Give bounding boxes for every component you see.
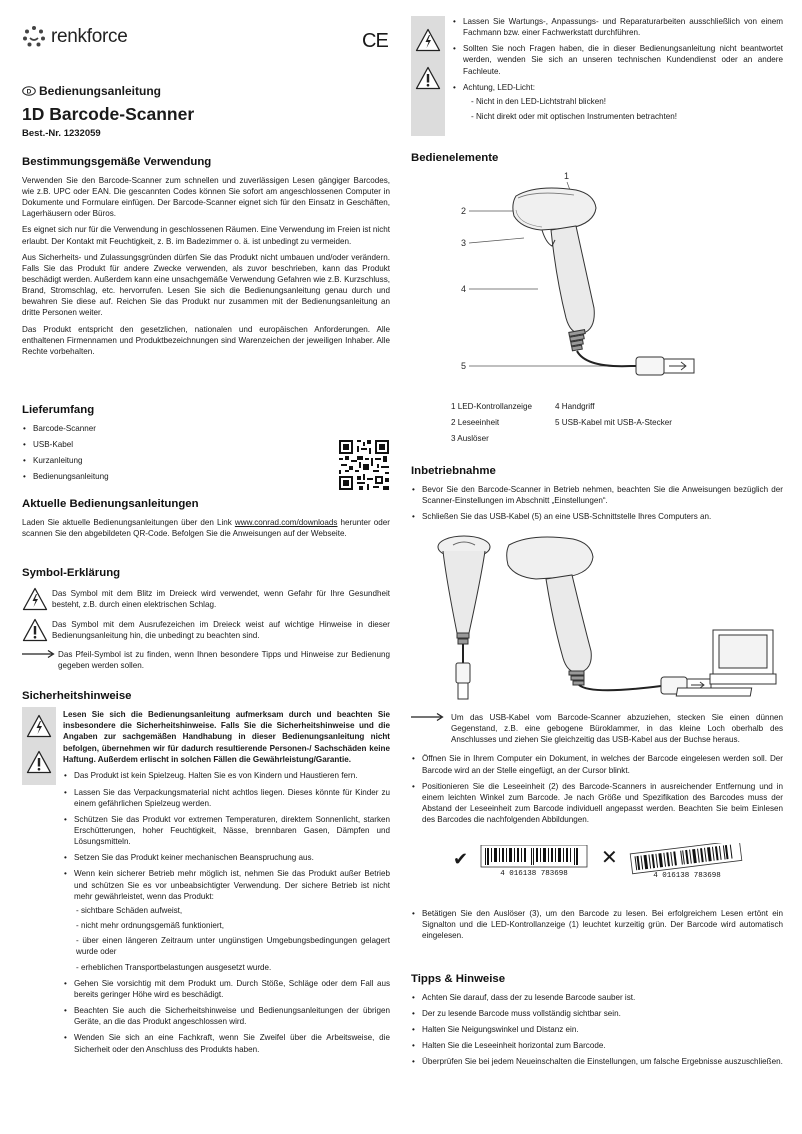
doc-type-label: Bedienungsanleitung xyxy=(39,84,162,98)
brand-logo xyxy=(22,24,128,50)
sub-item: - erheblichen Transportbelastungen ausgesetzt wurde. xyxy=(76,962,272,972)
sub-item: - über einen längeren Zeitraum unter ungünstigen Umgebungsbedingungen gelagert wurde oder xyxy=(76,936,390,957)
download-link[interactable]: www.conrad.com/downloads xyxy=(234,517,338,527)
list-item: • USB-Kabel xyxy=(22,439,390,450)
unplug-note: Um das USB-Kabel vom Barcode-Scanner abzuziehen, stecken Sie einen dünnen Gegenstand, z.B. eine gebogene Büroklammer, in das kleine Loch oberhalb des Anschlusses und ziehen Sie gleichzeitig das USB-Kabel aus der Buchse heraus. xyxy=(451,713,783,745)
cross-mark-icon: ✕ xyxy=(601,847,618,869)
callout-4: 4 xyxy=(461,284,467,294)
controls-legend xyxy=(451,401,695,444)
exclamation-warning-icon xyxy=(415,66,441,90)
paragraph: Aus Sicherheits- und Zulassungsgründen dürfen Sie das Produkt nicht umbauen und/oder verändern. Falls Sie das Produkt für andere Zwecke verwenden, als zuvor beschrieben, kann das Produkt beschädigt werden. Außerdem kann eine unsachgemäße Verwendung Gefahren wie z.B. Kurzschluss, Brand, Stromschlag, etc. hervorrufen. Lesen Sie sich die Bedienungsanleitung genau durch und bewahren Sie diese auf. Reichen Sie das Produkt nur zusammen mit der Bedienungsanleitung an dritte Personen weiter. xyxy=(22,252,390,318)
list-item: • Wenden Sie sich an eine Fachkraft, wenn Sie Zweifel über die Arbeitsweise, die Sicherheit oder den Anschluss des Produkts haben. xyxy=(63,1032,390,1054)
callout-1: 1 xyxy=(564,171,570,181)
renkforce-logo-icon xyxy=(22,25,46,49)
sub-item: - sichtbare Schäden aufweist, xyxy=(76,905,183,915)
list-item: • Das Produkt ist kein Spielzeug. Halten Sie es von Kindern und Haustieren fern. xyxy=(63,770,390,781)
legend-item: 4 Handgriff xyxy=(555,402,595,411)
arrow-right-icon xyxy=(411,712,445,722)
manual-icon xyxy=(22,86,36,96)
barcode-examples xyxy=(443,843,749,883)
list-item: • Sollten Sie noch Fragen haben, die in dieser Bedienungsanleitung nicht beantwortet werden, wenden Sie sich an unseren technischen Kundendienst oder an andere Fachleute. xyxy=(452,43,783,76)
sub-item: - Nicht in den LED-Lichtstrahl blicken! xyxy=(471,96,606,106)
list-item: • Setzen Sie das Produkt keiner mechanischen Beanspruchung aus. xyxy=(63,852,390,863)
sub-item: - Nicht direkt oder mit optischen Instrumenten betrachten! xyxy=(471,112,678,122)
list-item-text: Wenn kein sicherer Betrieb mehr möglich ist, nehmen Sie das Produkt außer Betrieb und schützen Sie es vor unbeabsichtigter Verwendung. Der sichere Betrieb ist nicht mehr gewährleistet, wenn das Produkt: xyxy=(74,869,390,901)
section-startup xyxy=(411,464,783,527)
list-item: • Betätigen Sie den Auslöser (3), um den Barcode zu lesen. Bei erfolgreichem Lesen ertönt ein Signalton und die LED-Kontrollanzeige (1) leuchtet kurzeitig grün. Der Barcode wird automatisch eingelesen. xyxy=(411,908,783,941)
list-item: • Gehen Sie vorsichtig mit dem Produkt um. Durch Stöße, Schläge oder dem Fall aus bereits geringer Höhe wird es beschädigt. xyxy=(63,978,390,1000)
heading-safety: Sicherheitshinweise xyxy=(22,690,132,702)
heading-symbols: Symbol-Erklärung xyxy=(22,567,121,579)
paragraph: Es eignet sich nur für die Verwendung in geschlossenen Räumen. Eine Verwendung im Freien ist nicht erlaubt. Der Kontakt mit Feuchtigkeit, z. B. im Badezimmer o. ä. ist unbedingt zu vermeiden. xyxy=(22,225,390,246)
heading-startup: Inbetriebnahme xyxy=(411,465,496,477)
list-item: • Beachten Sie auch die Sicherheitshinweise und Bedienungsanleitungen der übrigen Geräte, an die das Produkt angeschlossen wird. xyxy=(63,1005,390,1027)
callout-5: 5 xyxy=(461,361,467,371)
legend-item xyxy=(555,433,695,444)
warning-sidebar xyxy=(22,707,56,785)
barcode-correct xyxy=(479,845,589,879)
list-item: • Der zu lesende Barcode muss vollständig sichtbar sein. xyxy=(411,1008,783,1019)
barcode-number: 4 016138 783698 xyxy=(653,872,721,880)
manuals-text-after: herunter oder scannen Sie den abgebildeten QR-Code. Befolgen Sie die Anweisungen auf der Webseite. xyxy=(22,517,390,538)
list-item: • Öffnen Sie in Ihrem Computer ein Dokument, in welches der Barcode eingelesen werden soll. Der Barcode wird an der Stelle eingefügt, an der Cursor blinkt. xyxy=(411,753,783,775)
symbol-lightning-text: Das Symbol mit dem Blitz im Dreieck wird verwendet, wenn Gefahr für Ihre Gesundheit besteht, z.B. durch einen elektrischen Schlag. xyxy=(52,588,390,609)
heading-delivery: Lieferumfang xyxy=(22,404,95,416)
legend-item: 2 Leseeinheit xyxy=(451,418,500,428)
section-safety xyxy=(22,689,390,1060)
section-symbols xyxy=(22,566,390,676)
paragraph: Das Produkt entspricht den gesetzlichen, nationalen und europäischen Anforderungen. Alle enthaltenen Firmennamen und Produktbezeichnungen sind Warenzeichen der jeweiligen Inhaber. Alle Rechte vorbehalten. xyxy=(22,324,390,356)
list-item xyxy=(63,868,390,972)
legend-item: 3 Auslöser xyxy=(451,434,489,444)
section-intended-use xyxy=(22,155,390,362)
exclamation-warning-icon xyxy=(26,750,52,774)
list-item: • Achten Sie darauf, dass der zu lesende Barcode sauber ist. xyxy=(411,992,783,1003)
heading-intended-use: Bestimmungsgemäße Verwendung xyxy=(22,156,212,168)
exclamation-warning-icon xyxy=(22,618,48,642)
lightning-warning-icon xyxy=(26,714,52,738)
lightning-warning-icon xyxy=(415,28,441,52)
list-item: • Schließen Sie das USB-Kabel (5) an eine USB-Schnittstelle Ihres Computers an. xyxy=(411,511,783,522)
legend-item: 1 LED-Kontrollanzeige xyxy=(451,402,532,411)
list-item xyxy=(452,82,783,122)
list-item: • Überprüfen Sie bei jedem Neueinschalten die Einstellungen, um falsche Ergebnisse auszuschließen. xyxy=(411,1056,783,1067)
manuals-text: Laden Sie aktuelle Bedienungsanleitungen über den Link xyxy=(22,517,235,527)
heading-controls: Bedienelemente xyxy=(411,152,499,164)
check-mark-icon: ✔ xyxy=(453,849,469,869)
barcode-number: 4 016138 783698 xyxy=(500,870,568,878)
list-item: • Halten Sie die Leseeinheit horizontal zum Barcode. xyxy=(411,1040,783,1051)
brand-name: renkforce xyxy=(51,26,128,47)
list-item: • Lassen Sie Wartungs-, Anpassungs- und Reparaturarbeiten ausschließlich von einem Fachmann bzw. einer Fachwerkstatt durchführen. xyxy=(452,16,783,38)
list-item: • Bevor Sie den Barcode-Scanner in Betrieb nehmen, beachten Sie die Anweisungen bezüglich der Scanner-Einstellungen im Abschnitt „Einstellungen“. xyxy=(411,484,783,506)
product-title: 1D Barcode-Scanner xyxy=(22,103,195,124)
list-item: • Lassen Sie das Verpackungsmaterial nicht achtlos liegen. Dieses könnte für Kinder zu einem gefährlichen Spielzeug werden. xyxy=(63,787,390,809)
startup-final xyxy=(411,908,783,946)
section-manuals xyxy=(22,497,390,544)
list-item: • Kurzanleitung xyxy=(22,455,390,466)
symbol-arrow-text: Das Pfeil-Symbol ist zu finden, wenn Ihnen besondere Tipps und Hinweise zur Bedienung gegeben werden sollen. xyxy=(58,650,390,671)
list-item: • Positionieren Sie die Leseeinheit (2) des Barcode-Scanners in ausreichender Entfernung und in einem leichten Winkel zum Barcode. Je nach Größe und Spezifikation des Barcodes muss der Abstand der Leseeinheit zum Barcode individuell angepasst werden. Beachten Sie beim Einlesen des Barcodes die nachfolgenden Abbildungen. xyxy=(411,781,783,826)
legend-item: 5 USB-Kabel mit USB-A-Stecker xyxy=(555,418,672,428)
list-item: • Bedienungsanleitung xyxy=(22,471,390,482)
heading-manuals: Aktuelle Bedienungsanleitungen xyxy=(22,498,199,510)
section-tips xyxy=(411,972,783,1073)
connection-illustration xyxy=(431,533,781,705)
startup-continued xyxy=(411,712,783,830)
paragraph: Verwenden Sie den Barcode-Scanner zum schnellen und zuverlässigen Lesen gängiger Barcodes, wie z.B. UPC oder EAN. Die gescannten Codes können Sie sofort am angeschlossenen Computer in Dokumente und Formulare einfügen. Der Barcode-Scanner eignet sich für den Einsatz in Geschäften, Lagerhäusern oder Büros. xyxy=(22,175,390,219)
list-item: • Halten Sie Neigungswinkel und Distanz ein. xyxy=(411,1024,783,1035)
ce-mark: CE xyxy=(362,30,388,52)
list-item: • Schützen Sie das Produkt vor extremen Temperaturen, direktem Sonnenlicht, starken Erschütterungen, hoher Feuchtigkeit, Nässe, brennbaren Gasen, Dämpfen und Lösungsmitteln. xyxy=(63,814,390,847)
list-item-text: Achtung, LED-Licht: xyxy=(463,82,535,92)
qr-code-icon xyxy=(339,440,389,490)
svg-text:D: D xyxy=(26,88,32,96)
callout-2: 2 xyxy=(461,206,467,216)
lightning-warning-icon xyxy=(22,587,48,611)
barcode-wrong xyxy=(627,843,747,881)
doc-type xyxy=(22,83,390,100)
sub-item: - nicht mehr ordnungsgemäß funktioniert, xyxy=(76,921,225,931)
order-number: Best.-Nr. 1232059 xyxy=(22,127,101,139)
arrow-right-icon xyxy=(22,649,56,659)
scanner-diagram xyxy=(456,168,746,388)
warning-sidebar xyxy=(411,16,445,136)
safety-continued xyxy=(411,16,783,127)
list-item: • Barcode-Scanner xyxy=(22,423,390,434)
heading-tips: Tipps & Hinweise xyxy=(411,973,506,985)
section-delivery xyxy=(22,403,390,487)
safety-intro: Lesen Sie sich die Bedienungsanleitung aufmerksam durch und beachten Sie insbesondere die Sicherheitshinweise. Falls Sie die Sicherheitshinweise und die Angaben zur sachgemäßen Handhabung in dieser Bedienungsanleitung nicht befolgen, übernehmen wir für dadurch resultierende Personen-/ Sachschäden keine Haftung. Außerdem erlischt in solchen Fällen die Gewährleistung/Garantie. xyxy=(63,709,390,765)
symbol-exclamation-text: Das Symbol mit dem Ausrufezeichen im Dreieck weist auf wichtige Hinweise in dieser Bedienungsanleitung hin, die unbedingt zu beachten sind. xyxy=(52,619,390,641)
callout-3: 3 xyxy=(461,238,467,248)
